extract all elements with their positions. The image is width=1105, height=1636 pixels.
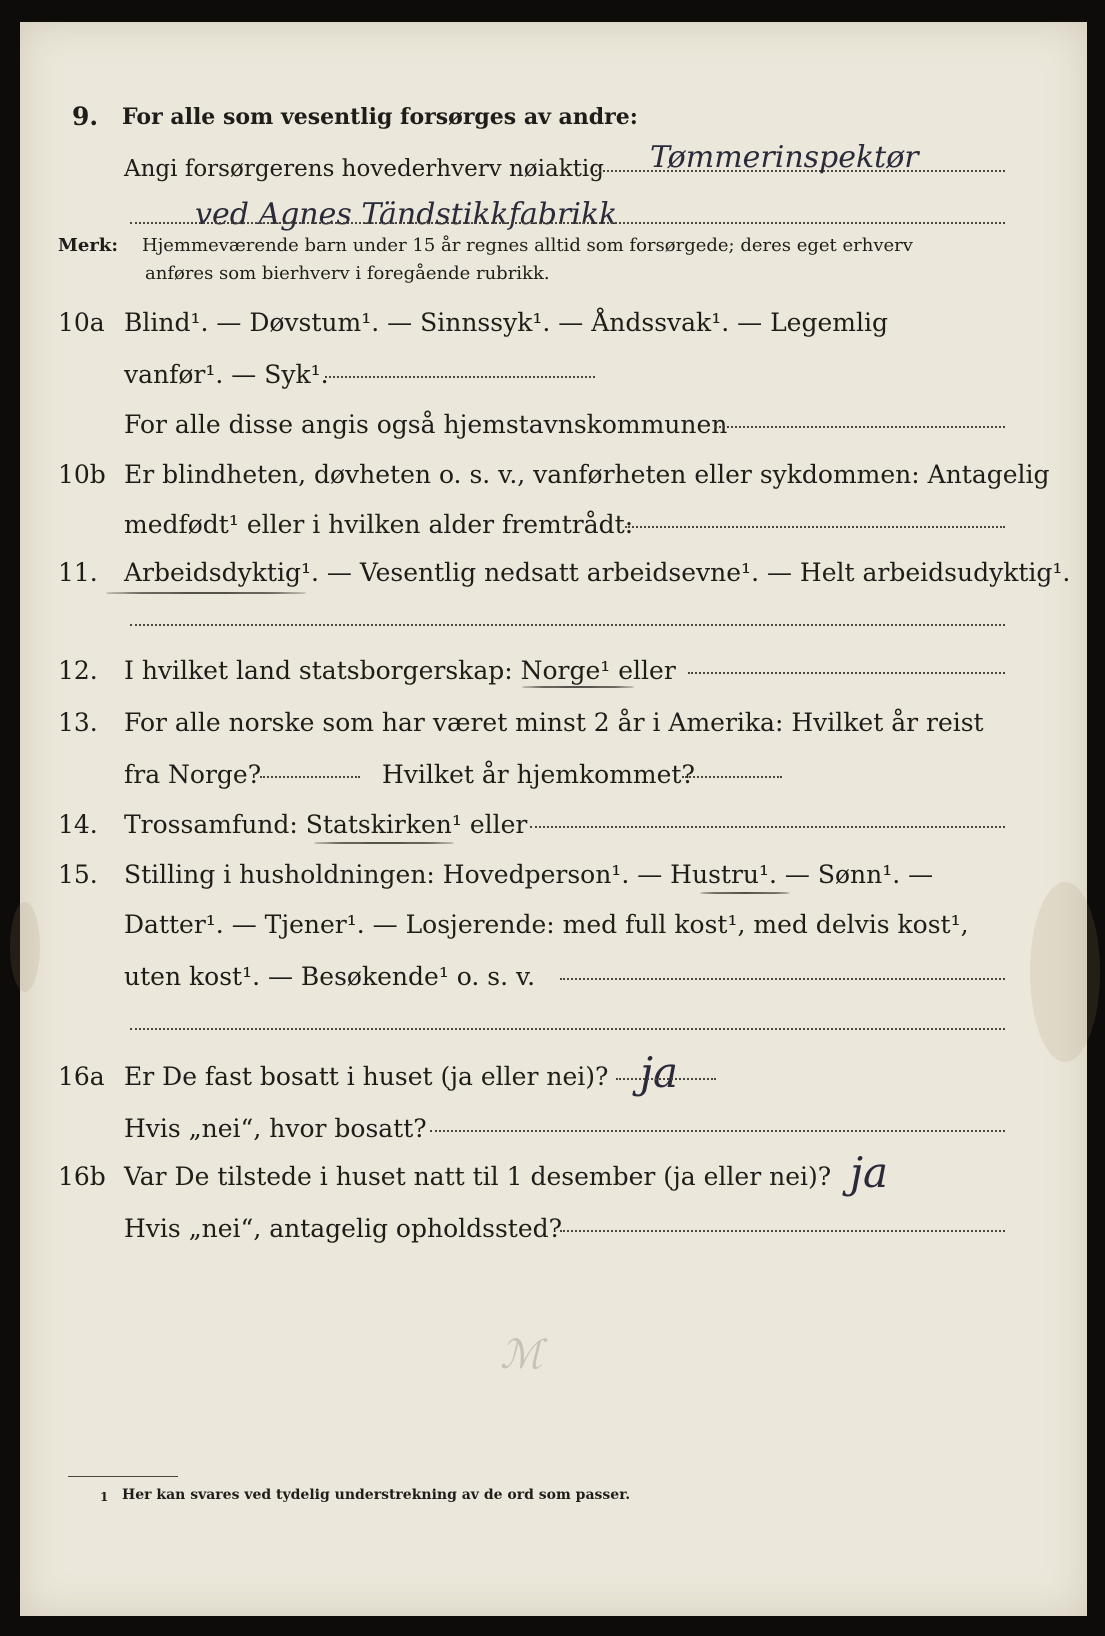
question-number: 16b [58, 1162, 106, 1191]
answer-line [130, 1028, 1005, 1030]
q13-line2a: fra Norge? [124, 760, 262, 789]
handwritten-employer: ved Agnes Tändstikkfabrikk [195, 197, 618, 232]
answer-line [688, 672, 1005, 674]
q16b-line2: Hvis „nei“, antagelig opholdssted? [124, 1214, 563, 1243]
question-number: 12. [58, 656, 98, 685]
question-number: 10b [58, 460, 106, 489]
answer-line [130, 624, 1005, 626]
answer-underline [700, 892, 790, 894]
answer-line [560, 978, 1005, 980]
q14-line1: Trossamfund: Statskirken¹ eller [124, 810, 528, 839]
footnote-text: Her kan svares ved tydelig understrekning av de ord som passer. [122, 1487, 631, 1503]
answer-underline [106, 592, 306, 594]
handwritten-answer: ja [640, 1048, 679, 1097]
q11-line1: Arbeidsdyktig¹. — Vesentlig nedsatt arbeidsevne¹. — Helt arbeidsudyktig¹. [124, 558, 1071, 587]
question-number: 13. [58, 708, 98, 737]
answer-line [625, 526, 1005, 528]
q15-line3: uten kost¹. — Besøkende¹ o. s. v. [124, 962, 536, 991]
q16a-line2: Hvis „nei“, hvor bosatt? [124, 1114, 427, 1143]
census-form-page [20, 22, 1087, 1616]
paper-stain [1030, 882, 1100, 1062]
answer-underline [314, 842, 454, 844]
q16a-line1: Er De fast bosatt i huset (ja eller nei)? [124, 1062, 609, 1091]
q13-line1: For alle norske som har været minst 2 år i Amerika: Hvilket år reist [124, 708, 984, 737]
question-number: 10a [58, 308, 105, 337]
answer-line [616, 1078, 716, 1080]
answer-underline [522, 686, 634, 688]
q13-line2b: Hvilket år hjemkommet? [382, 760, 695, 789]
q10a-line2: vanfør¹. — Syk¹. [124, 360, 329, 389]
question-number: 15. [58, 860, 98, 889]
q9-line1: For alle som vesentlig forsørges av andre: [122, 104, 638, 130]
paper-stain [10, 902, 40, 992]
answer-line [325, 376, 595, 378]
footnote-mark: 1 [100, 1490, 109, 1504]
q10b-line1: Er blindheten, døvheten o. s. v., vanførheten eller sykdommen: Antagelig [124, 460, 1050, 489]
handwritten-occupation: Tømmerinspektør [650, 140, 919, 175]
answer-line [530, 826, 1005, 828]
question-number: 11. [58, 558, 98, 587]
q10a-line3: For alle disse angis også hjemstavnskommunen [124, 410, 728, 439]
q16b-line1: Var De tilstede i huset natt til 1 desember (ja eller nei)? [124, 1162, 832, 1191]
answer-line [560, 1230, 1005, 1232]
q15-line1: Stilling i husholdningen: Hovedperson¹. — Hustru¹. — Sønn¹. — [124, 860, 934, 889]
merk-line1: Hjemmeværende barn under 15 år regnes alltid som forsørgede; deres eget erhverv [142, 235, 913, 256]
question-number: 9. [72, 102, 99, 131]
handwritten-answer: ja [850, 1148, 889, 1197]
q10a-line1: Blind¹. — Døvstum¹. — Sinnssyk¹. — Åndssvak¹. — Legemlig [124, 308, 888, 337]
question-number: 16a [58, 1062, 105, 1091]
q10b-line2: medfødt¹ eller i hvilken alder fremtrådt: [124, 510, 634, 539]
merk-line2: anføres som bierhverv i foregående rubrikk. [145, 263, 550, 284]
answer-line [260, 776, 360, 778]
question-number: 14. [58, 810, 98, 839]
q12-line1: I hvilket land statsborgerskap: Norge¹ eller [124, 656, 676, 685]
answer-line [715, 426, 1005, 428]
answer-line [130, 222, 1005, 224]
q9-line2: Angi forsørgerens hovederhverv nøiaktig [124, 156, 604, 182]
footnote-rule [68, 1476, 178, 1477]
answer-line [682, 776, 782, 778]
merk-label: Merk: [58, 235, 118, 256]
q15-line2: Datter¹. — Tjener¹. — Losjerende: med full kost¹, med delvis kost¹, [124, 910, 969, 939]
answer-line [430, 1130, 1005, 1132]
faint-pencil-mark: ℳ [500, 1332, 543, 1378]
